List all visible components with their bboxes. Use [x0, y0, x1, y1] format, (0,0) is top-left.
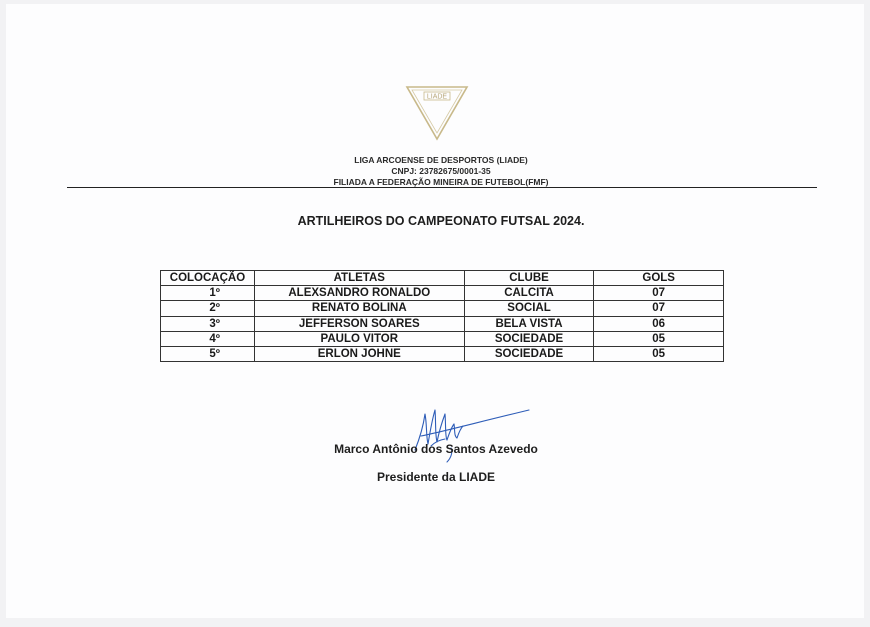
goals-cell: 05 [594, 331, 724, 346]
organization-header [66, 155, 816, 188]
position-cell: 5º [161, 346, 255, 361]
top-scorers-table [160, 270, 724, 362]
table-row [161, 286, 724, 301]
document-title: ARTILHEIROS DO CAMPEONATO FUTSAL 2024. [297, 214, 585, 228]
athlete-cell: RENATO BOLINA [254, 301, 464, 316]
goals-cell: 07 [594, 301, 724, 316]
club-cell: SOCIEDADE [464, 346, 594, 361]
organization-name: LIGA ARCOENSE DE DESPORTOS (LIADE) [354, 155, 528, 165]
table-row [161, 316, 724, 331]
athlete-cell: ERLON JOHNE [254, 346, 464, 361]
position-cell: 4º [161, 331, 255, 346]
goals-cell: 05 [594, 346, 724, 361]
goals-cell: 06 [594, 316, 724, 331]
athlete-cell: PAULO VITOR [254, 331, 464, 346]
logo-text: LIADE [426, 93, 448, 101]
header-divider [67, 187, 817, 188]
position-cell: 2º [161, 301, 255, 316]
document-page [6, 4, 864, 618]
organization-cnpj: CNPJ: 23782675/0001-35 [391, 166, 491, 176]
club-cell: BELA VISTA [464, 316, 594, 331]
table-row [161, 346, 724, 361]
handwritten-signature [401, 406, 531, 466]
column-header-goals: GOLS [594, 271, 724, 286]
athlete-cell: ALEXSANDRO RONALDO [254, 286, 464, 301]
club-cell: CALCITA [464, 286, 594, 301]
club-cell: SOCIAL [464, 301, 594, 316]
table-row [161, 301, 724, 316]
position-cell: 1º [161, 286, 255, 301]
column-header-position: COLOCAÇÃO [161, 271, 255, 286]
column-header-athletes: ATLETAS [254, 271, 464, 286]
athlete-cell: JEFFERSON SOARES [254, 316, 464, 331]
signer-role: Presidente da LIADE [376, 470, 496, 484]
liade-triangle-logo-icon [404, 84, 470, 142]
column-header-club: CLUBE [464, 271, 594, 286]
signer-name: Marco Antônio dos Santos Azevedo [334, 442, 538, 456]
position-cell: 3º [161, 316, 255, 331]
table-header-row [161, 271, 724, 286]
club-cell: SOCIEDADE [464, 331, 594, 346]
goals-cell: 07 [594, 286, 724, 301]
organization-affiliation: FILIADA A FEDERAÇÃO MINEIRA DE FUTEBOL(FMF) [333, 177, 549, 187]
table-row [161, 331, 724, 346]
